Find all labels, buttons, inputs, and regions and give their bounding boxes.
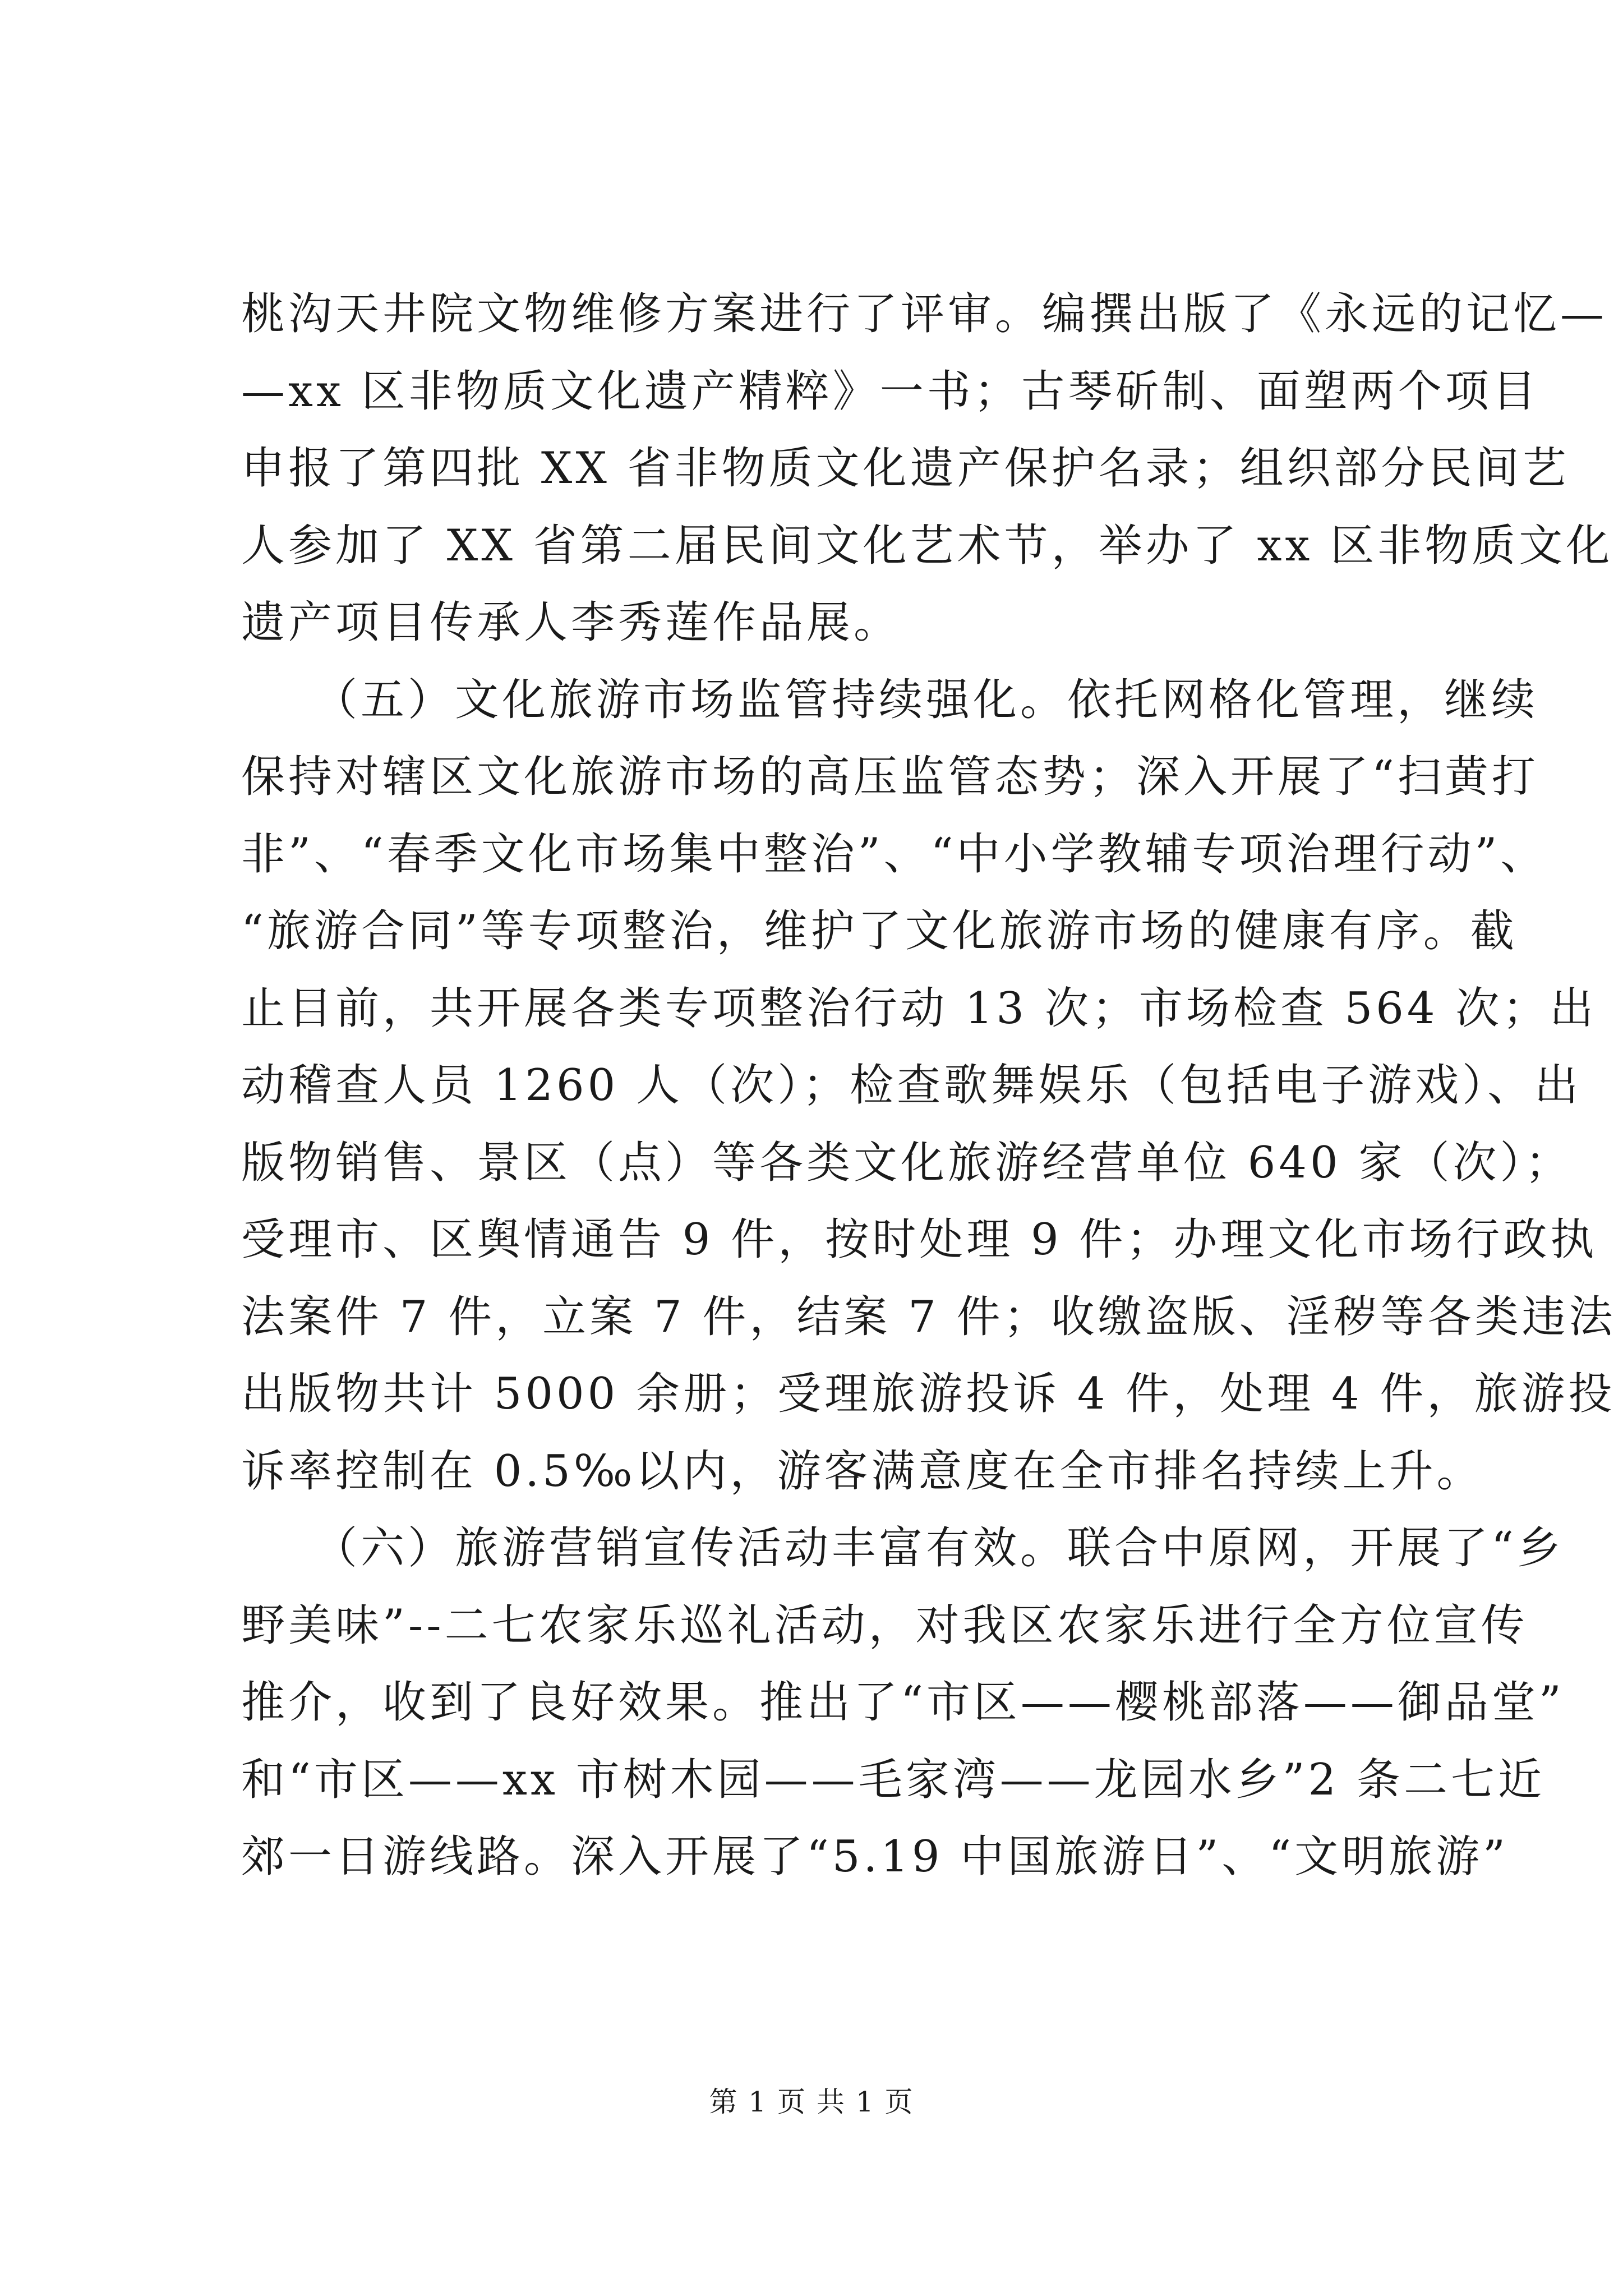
text-line: 受理市、区舆情通告 9 件，按时处理 9 件；办理文化市场行政执 (241, 1214, 1598, 1265)
text-line: 推介，收到了良好效果。推出了“市区——樱桃部落——御品堂” (241, 1677, 1565, 1728)
text-line: 法案件 7 件，立案 7 件，结案 7 件；收缴盗版、淫秽等各类违法 (241, 1291, 1616, 1342)
text-line: 野美味”--二七农家乐巡礼活动，对我区农家乐进行全方位宣传 (241, 1600, 1528, 1651)
document-body (241, 276, 1616, 1896)
page-number-label: 第 1 页 共 1 页 (709, 2086, 914, 2118)
text-line: 和“市区——xx 市树木园——毛家湾——龙园水乡”2 条二七近 (241, 1754, 1545, 1805)
text-line: 桃沟天井院文物维修方案进行了评审。编撰出版了《永远的记忆— (241, 289, 1608, 339)
text-line: 非”、“春季文化市场集中整治”、“中小学教辅专项治理行动”、 (241, 829, 1548, 880)
page-footer (0, 2082, 1623, 2122)
paragraph-start-line: （六）旅游营销宣传活动丰富有效。联合中原网，开展了“乡 (241, 1523, 1564, 1573)
text-line: 遗产项目传承人李秀莲作品展。 (241, 597, 901, 648)
text-line: 版物销售、景区（点）等各类文化旅游经营单位 640 家（次）； (241, 1137, 1573, 1188)
text-line: 郊一日游线路。深入开展了“5.19 中国旅游日”、“文明旅游” (241, 1832, 1509, 1882)
paragraph-start-line: （五）文化旅游市场监管持续强化。依托网格化管理，继续 (241, 674, 1539, 725)
text-line: —xx 区非物质文化遗产精粹》一书；古琴斫制、面塑两个项目 (241, 366, 1539, 417)
text-line: 人参加了 XX 省第二届民间文化艺术节，举办了 xx 区非物质文化 (241, 520, 1613, 571)
text-line: 保持对辖区文化旅游市场的高压监管态势；深入开展了“扫黄打 (241, 752, 1539, 802)
text-line: 止目前，共开展各类专项整治行动 13 次；市场检查 564 次；出 (241, 983, 1597, 1034)
text-line: 申报了第四批 XX 省非物质文化遗产保护名录；组织部分民间艺 (241, 443, 1570, 494)
text-line: “旅游合同”等专项整治，维护了文化旅游市场的健康有序。截 (241, 906, 1518, 956)
text-line: 出版物共计 5000 余册；受理旅游投诉 4 件，处理 4 件，旅游投 (241, 1369, 1616, 1419)
text-line: 诉率控制在 0.5‰以内，游客满意度在全市排名持续上升。 (241, 1446, 1484, 1497)
text-line: 动稽查人员 1260 人（次）；检查歌舞娱乐（包括电子游戏）、出 (241, 1060, 1582, 1111)
